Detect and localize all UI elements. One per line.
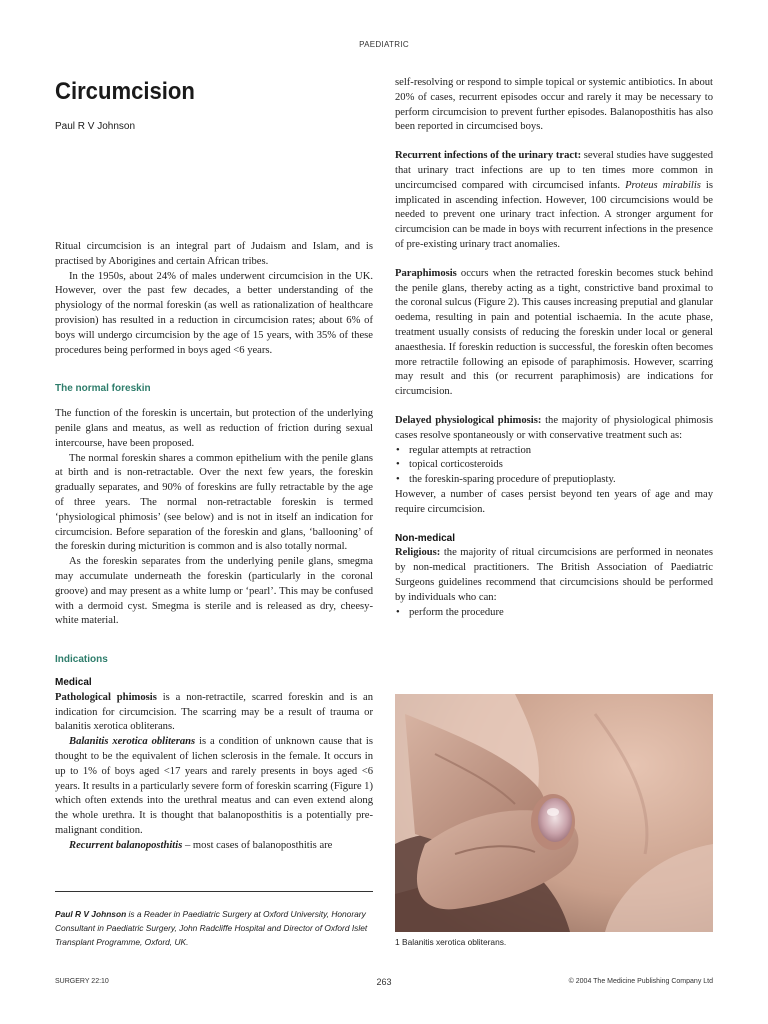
- normal-foreskin-paragraph-3: As the foreskin separates from the underlying penile glans, smegma may accumulate underneath the foreskin (particularly in the coronal groove) and may present as a white lump or ‘pearl’. This may be confused with a dermoid cyst. Smegma is sterile and is released as dry, cheesy-white material.: [55, 556, 373, 627]
- bxo-text: is a condition of unknown cause that is thought to be the equivalent of lichen sclerosis in the female. It occurs in up to 1% of boys aged <17 years and rarely presents in boys aged <6 years. It results in a particularly severe form of foreskin scarring (Figure 1) which often extends into the urethral meatus and can even extend along the whole urethra. It is thought that balanoposthitis is a potentially pre-malignant condition.: [55, 736, 373, 836]
- list-item: • perform the procedure: [395, 606, 713, 621]
- term-recurrent-balanoposthitis: Recurrent balanoposthitis: [69, 839, 183, 851]
- section-heading-normal-foreskin: The normal foreskin: [55, 383, 151, 395]
- term-paraphimosis: Paraphimosis: [395, 267, 457, 279]
- normal-foreskin-paragraph-2: The normal foreskin shares a common epithelium with the penile glans at birth and is non-retractable. Over the next few years, the foreskin gradually separates, and 90% of foreskins are fully retractable by the age of three years. The normal non-retractable foreskin is termed ‘physiological phimosis’ (see below) and is not in itself an indication for circumcision. Before separation of the foreskin and glans, ‘ballooning’ of the foreskin during micturition is common and is also totally normal.: [55, 452, 373, 553]
- term-religious: Religious:: [395, 547, 441, 559]
- normal-foreskin-paragraph-1: The function of the foreskin is uncertain, but protection of the underlying penile glans and meatus, as well as reduction of friction during sexual intercourse, have been proposed.: [55, 408, 373, 449]
- term-delayed-phimosis: Delayed physiological phimosis:: [395, 414, 542, 426]
- list-item: • regular attempts at retraction: [395, 444, 713, 459]
- delayed-phimosis-followup: However, a number of cases persist beyond ten years of age and may require circumcision.: [395, 488, 713, 515]
- article-author: Paul R V Johnson: [55, 121, 136, 132]
- intro-paragraph-2: In the 1950s, about 24% of males underwent circumcision in the UK. However, over the past few decades, a better understanding of the physiology of the normal foreskin (as well as rationalization of healthcare provision) has resulted in a reduction in circumcision rates; about 6% of boys will undergo circumcision by the age of 15 years, with 35% of these procedures being performed in boys aged <6 years.: [55, 270, 373, 356]
- intro-paragraph-1: Ritual circumcision is an integral part of Judaism and Islam, and is practised by Aborigines and certain African tribes.: [55, 241, 373, 267]
- journal-reference: SURGERY 22:10: [55, 978, 109, 985]
- section-heading-indications: Indications: [55, 654, 108, 666]
- copyright-notice: © 2004 The Medicine Publishing Company Ltd: [568, 978, 713, 985]
- list-item: • topical corticosteroids: [395, 458, 713, 473]
- footnote-author-name: Paul R V Johnson: [55, 909, 127, 919]
- religious-paragraph: [395, 546, 713, 605]
- delayed-phimosis-text: the majority of physiological phimosis cases resolve spontaneously or with conservative treatment such as:: [395, 414, 714, 441]
- footnote-text: is a Reader in Paediatric Surgery at Oxford University, Honorary Consultant in Paediatric Surgery, John Radcliffe Hospital and Director of Oxford Islet Transplant Programme, Oxford, UK.: [55, 909, 368, 947]
- delayed-phimosis-paragraph: [395, 414, 713, 444]
- subheading-medical: Medical: [55, 676, 92, 688]
- right-column: [395, 76, 713, 620]
- figure-caption: 1 Balanitis xerotica obliterans.: [395, 937, 507, 947]
- article-title: Circumcision: [55, 78, 195, 105]
- left-column: [55, 240, 373, 853]
- religious-text: the majority of ritual circumcisions are performed in neonates by non-medical practitioners. The British Association of Paediatric Surgeons guidelines recommend that circumcisions should be performed by individuals who can:: [395, 547, 713, 603]
- list-item: • the foreskin-sparing procedure of preputioplasty.: [395, 473, 713, 488]
- term-uti: Recurrent infections of the urinary tract:: [395, 150, 582, 162]
- term-bxo: Balanitis xerotica obliterans: [69, 736, 196, 748]
- paraphimosis-paragraph: [395, 267, 713, 400]
- paraphimosis-text: occurs when the retracted foreskin becomes stuck behind the penile glans, thereby acting as a tight, constrictive band proximal to the coronal sulcus (Figure 2). This causes increasing preputial and glanular oedema, resulting in pain and potential ischaemia. In the acute phase, treatment usually consists of reducing the foreskin under local or general anaesthesia. If foreskin reduction is successful, the foreskin often becomes more retractile following an episode of paraphimosis. However, scarring may result and this (or recurrent paraphimosis) are indications for circumcision.: [395, 267, 713, 398]
- uti-text-1: several studies have suggested that urinary tract infections are up to ten times more common in uncircumcised compared with circumcised infants.: [395, 150, 713, 191]
- recurrent-balanoposthitis-paragraph: [55, 839, 373, 854]
- page-number: 263: [376, 977, 392, 987]
- bxo-paragraph: [55, 735, 373, 839]
- term-pathological-phimosis: Pathological phimosis: [55, 691, 157, 703]
- running-head: PAEDIATRIC: [359, 40, 409, 49]
- term-proteus: Proteus mirabilis: [625, 179, 701, 191]
- religious-list: [395, 606, 713, 621]
- footnote-divider: [55, 891, 373, 892]
- recurrent-balanoposthitis-text: – most cases of balanoposthitis are: [182, 839, 333, 851]
- uti-paragraph: [395, 149, 713, 253]
- clinical-photograph-illustration: [395, 694, 713, 932]
- continued-paragraph: self-resolving or respond to simple topical or systemic antibiotics. In about 20% of cases, recurrent episodes occur and rarely it may be necessary to perform circumcision to prevent further episodes. Balanoposthitis has also been reported in circumcised boys.: [395, 77, 713, 133]
- delayed-phimosis-list: [395, 444, 713, 488]
- subheading-non-medical: Non-medical: [395, 532, 456, 544]
- pathological-phimosis-text: is a non-retractile, scarred foreskin and is an indication for circumcision. The scarring may be a result of trauma or balanitis xerotica obliterans.: [55, 691, 373, 733]
- uti-text-2: is implicated in ascending infection. However, 100 circumcisions would be needed to prevent one urinary tract infection. A stronger argument for circumcision can be made in boys with recurrent infections in the presence of pre-existing urinary tract anomalies.: [395, 179, 713, 250]
- pathological-phimosis-paragraph: [55, 691, 373, 735]
- clinical-photograph: [395, 694, 713, 932]
- author-footnote: [55, 907, 373, 949]
